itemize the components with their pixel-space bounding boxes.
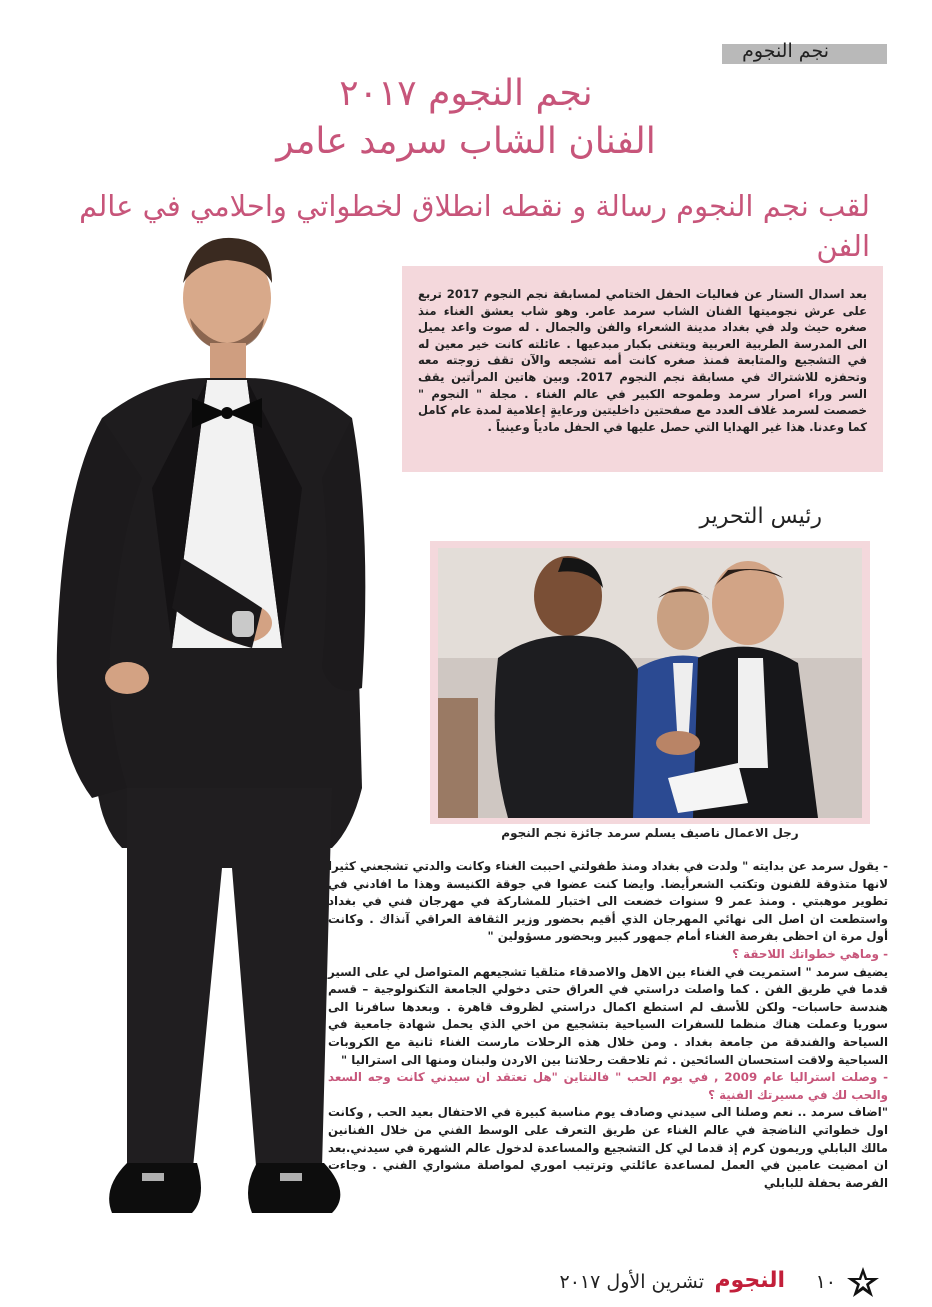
- article-question: - وصلت استراليا عام 2009 , في يوم الحب " فالنتاين "هل تعتقد ان سيدني كانت وجه السعد والحب لك في مسيرتك الفنية ؟: [328, 1070, 888, 1102]
- article-paragraph: يضيف سرمد " استمريت في الغناء بين الاهل والاصدقاء متلقيا تشجيعهم المتواصل لي على السير قدما في طريق الفن . كما واصلت دراستي في العراق حتى دخولي الجامعة التكنولوجية – قسم هندسة حاسبات- ولكن للأسف لم استطع اكمال دراستي لظروف قاهرة . وبعدها سافرنا الى سوريا وعملت هناك منظما للسفرات السياحية بتشجيع من اخي الذي يحمل شهادة جامعية في السياحة والفندقة من جامعة بغداد . ومن خلال هذه الرحلات مارست الغناء ثانية مع الكروبات السياحية ولاقت استحسان السائحين . ثم تلاحقت رحلاتنا بين الاردن ولبنان ومنها الى استراليا ": [328, 964, 888, 1067]
- subheadline: لقب نجم النجوم رسالة و نقطه انطلاق لخطواتي واحلامي في عالم الفن: [79, 189, 870, 263]
- section-tab-label: نجم النجوم: [742, 40, 829, 62]
- award-photo-frame: [430, 541, 870, 824]
- headline-line-1: نجم النجوم ٢٠١٧: [339, 73, 593, 114]
- footer-issue-date: تشرين الأول ٢٠١٧: [559, 1271, 704, 1293]
- section-tab: [722, 40, 887, 64]
- footer-magazine-name: النجوم: [714, 1268, 785, 1293]
- article-paragraph: "اضاف سرمد .. نعم وصلنا الى سيدني وصادف يوم مناسبة كبيرة في الاحتفال بعيد الحب , وكانت اول خطواتي الناضجة في عالم الغناء عن طريق التعرف على الوسط الفني من خلال الفنانين مالك البابلي وريمون كرم إذ قدما لي كل التشجيع والمساعدة لدخول عالم الشهرة في سيدني.بعد ان امضيت عامين في العمل لمساعدة عائلتي وترتيب اموري لمواصلة مشواري الفني . وجاءت الفرصة بحفلة للبابلي: [328, 1105, 888, 1190]
- page-number: ١٠: [815, 1271, 836, 1293]
- editor-signature: رئيس التحرير: [699, 504, 822, 529]
- photo-caption: رجل الاعمال ناصيف يسلم سرمد جائزة نجم النجوم: [501, 826, 799, 840]
- artist-portrait-image: [32, 228, 377, 1268]
- page-footer: [500, 1268, 900, 1298]
- intro-box: بعد اسدال الستار عن فعاليات الحفل الختامي لمسابقة نجم النجوم 2017 تربع على عرش نجوميتها الفنان الشاب سرمد عامر. وهو شاب يعشق الغناء منذ صغره حيث ولد في بغداد مدينة الشعراء والفن والجمال . له صوت واعد يميل الى المدرسة الطربية العربية ويتغنى بكبار مبدعيها . عائلته كانت خير معين له في التشجيع والمتابعة فمنذ صغره كانت أمه تشجعه والآن تقف زوجته معه وتحفزه للاشتراك في مسابقة نجم النجوم 2017. وبين هاتين المرأتين يقف السر وراء اصرار سرمد وطموحه الكبير في عالم الغناء . مجلة " النجوم " خصصت لسرمد غلاف العدد مع صفحتين داخليتين ورعايةٍ إعلامية لمدة عام كامل كما وعدنا. هذا غير الهدايا التي حصل عليها في الحفل مادياً وعينياً .: [402, 266, 883, 472]
- headline-line-2: الفنان الشاب سرمد عامر: [276, 121, 656, 162]
- award-ceremony-photo: [438, 548, 862, 818]
- article-body: [328, 858, 888, 1192]
- article-paragraph: - يقول سرمد عن بدايته " ولدت في بغداد ومنذ طفولتي احببت الغناء وكانت والدتي تشجعني كثيرا لانها متذوقة للفنون وتكتب الشعرأيضا. وايضا كنت عضوا في جوقة الكنيسة وهذا ما افادني في تطوير موهبتي . ومنذ عمر 9 سنوات خضعت الى اختبار للمشاركة في مهرجان فني في بغداد واستطعت ان اصل الى نهائي المهرجان الذي أقيم بحضور وزير الثقافة العراقي آنذاك . وكانت أول مرة ان احظى بفرصة الغناء أمام جمهور كبير وبحضور مسؤولين ": [328, 859, 889, 944]
- star-logo-icon: [846, 1266, 880, 1300]
- article-question: - وماهي خطواتك اللاحقة ؟: [732, 946, 888, 961]
